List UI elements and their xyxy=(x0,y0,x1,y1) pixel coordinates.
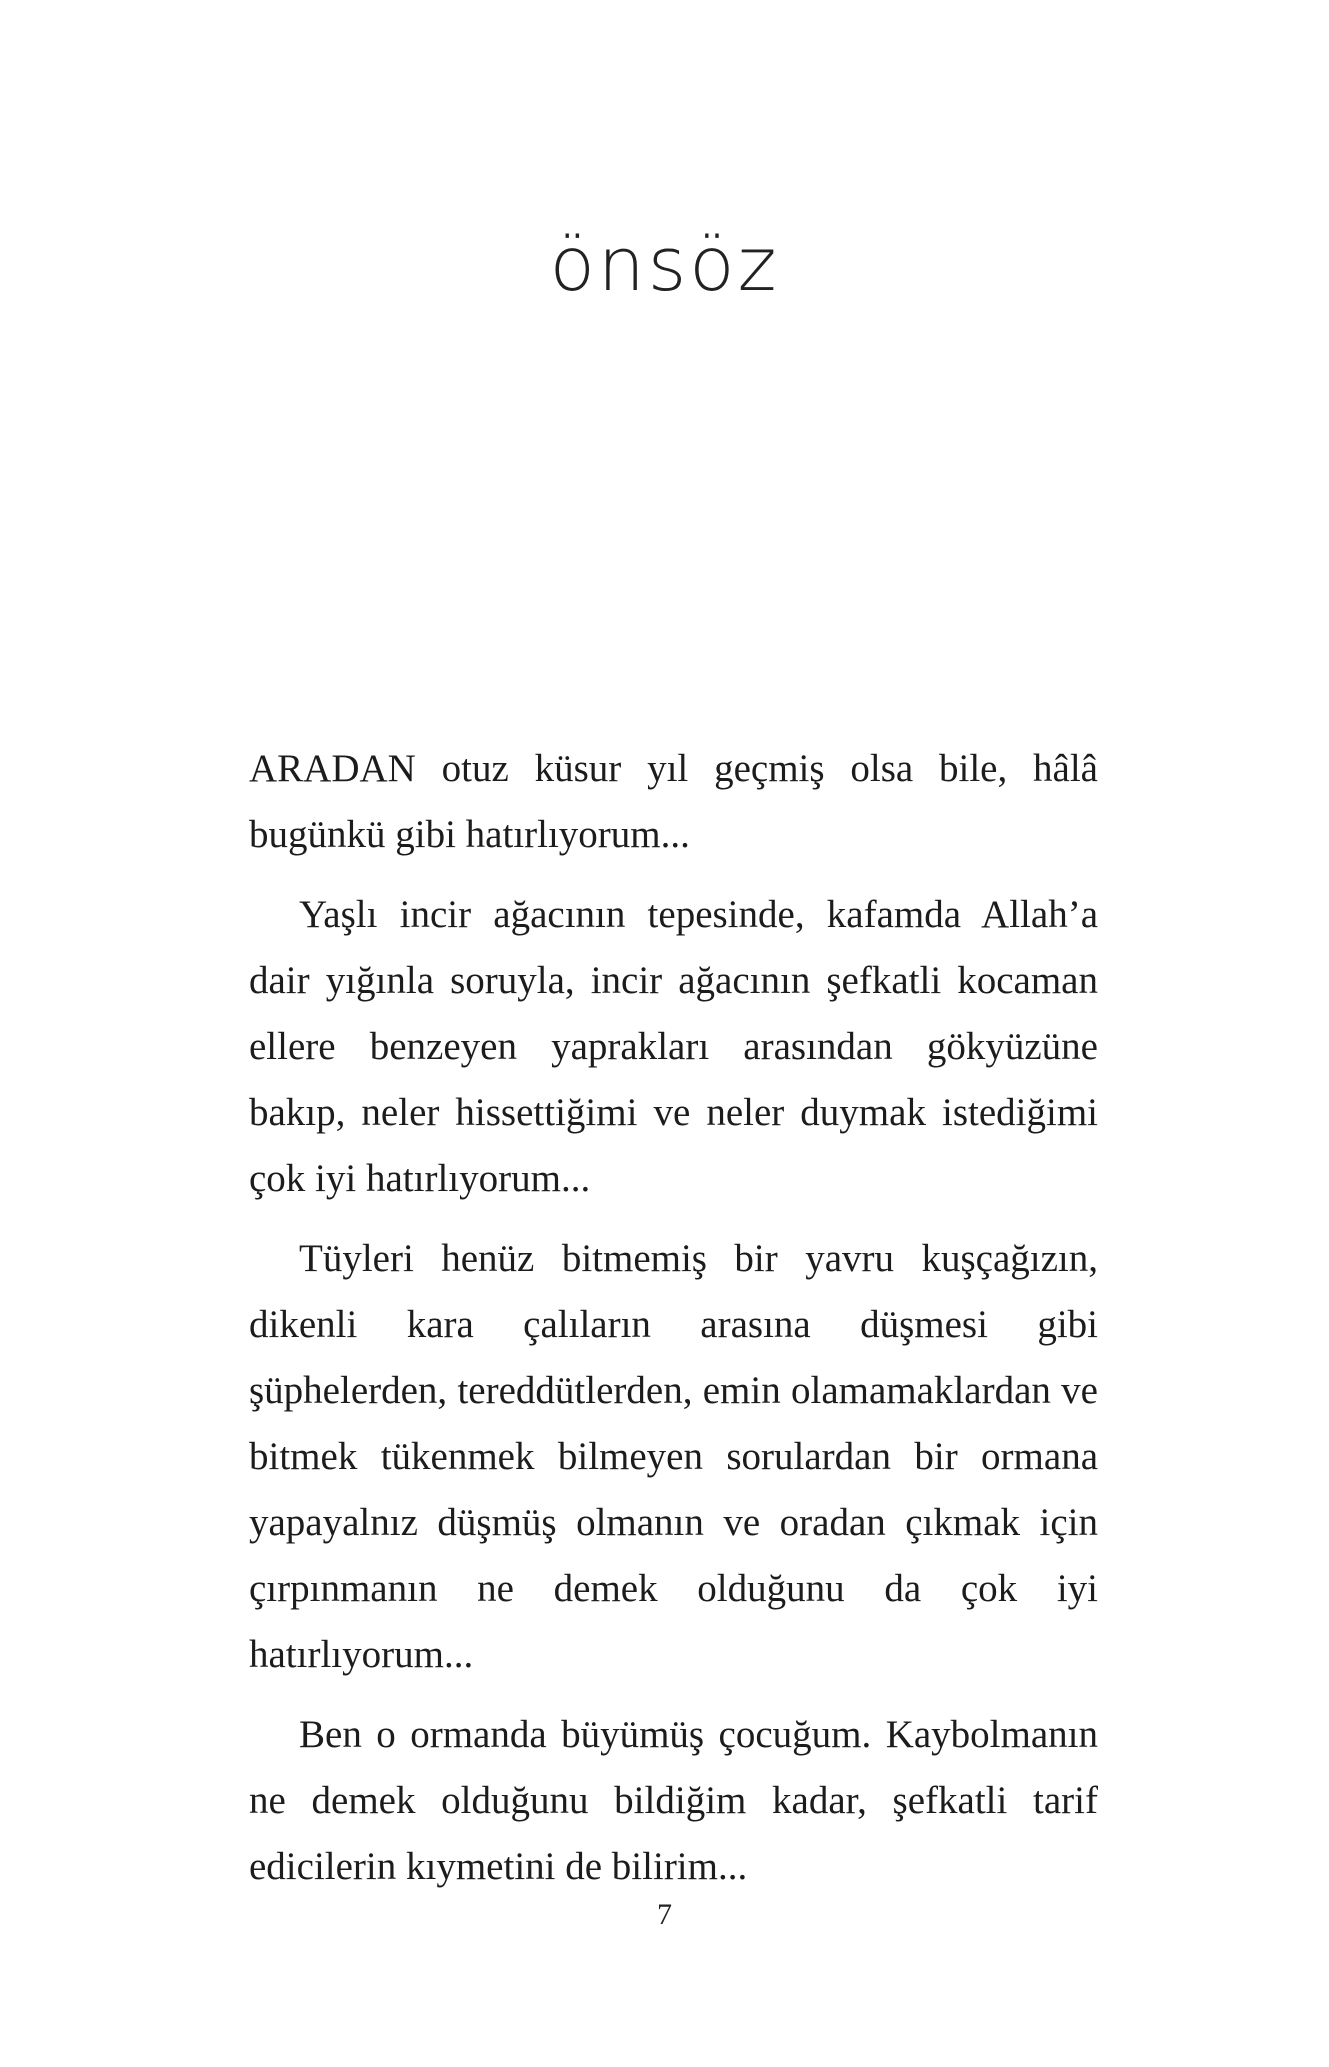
page-number: 7 xyxy=(657,1898,672,1931)
paragraph-2: Yaşlı incir ağacının tepesinde, kafamda Allah’a dair yığınla soruyla, incir ağacının şefkatli kocaman ellere benzeyen yaprakları arasından gökyüzüne bakıp, neler hissettiğimi ve neler duymak istediğimi çok iyi hatırlıyorum... xyxy=(249,893,1098,1200)
body-text xyxy=(249,736,1098,1914)
chapter-title: önsöz xyxy=(549,222,780,308)
paragraph-1: ARADAN otuz küsur yıl geçmiş olsa bile, hâlâ bugünkü gibi hatırlıyorum... xyxy=(249,747,1098,856)
paragraph-3: Tüyleri henüz bitmemiş bir yavru kuşçağızın, dikenli kara çalıların arasına düşmesi gibi şüphelerden, tereddütlerden, emin olamamaklardan ve bitmek tükenmek bilmeyen sorulardan bir ormana yapayalnız düşmüş olmanın ve oradan çıkmak için çırpınmanın ne demek olduğunu da çok iyi hatırlıyorum... xyxy=(249,1237,1098,1676)
paragraph-4: Ben o ormanda büyümüş çocuğum. Kaybolmanın ne demek olduğunu bildiğim kadar, şefkatli tarif edicilerin kıymetini de bilirim... xyxy=(249,1713,1098,1888)
